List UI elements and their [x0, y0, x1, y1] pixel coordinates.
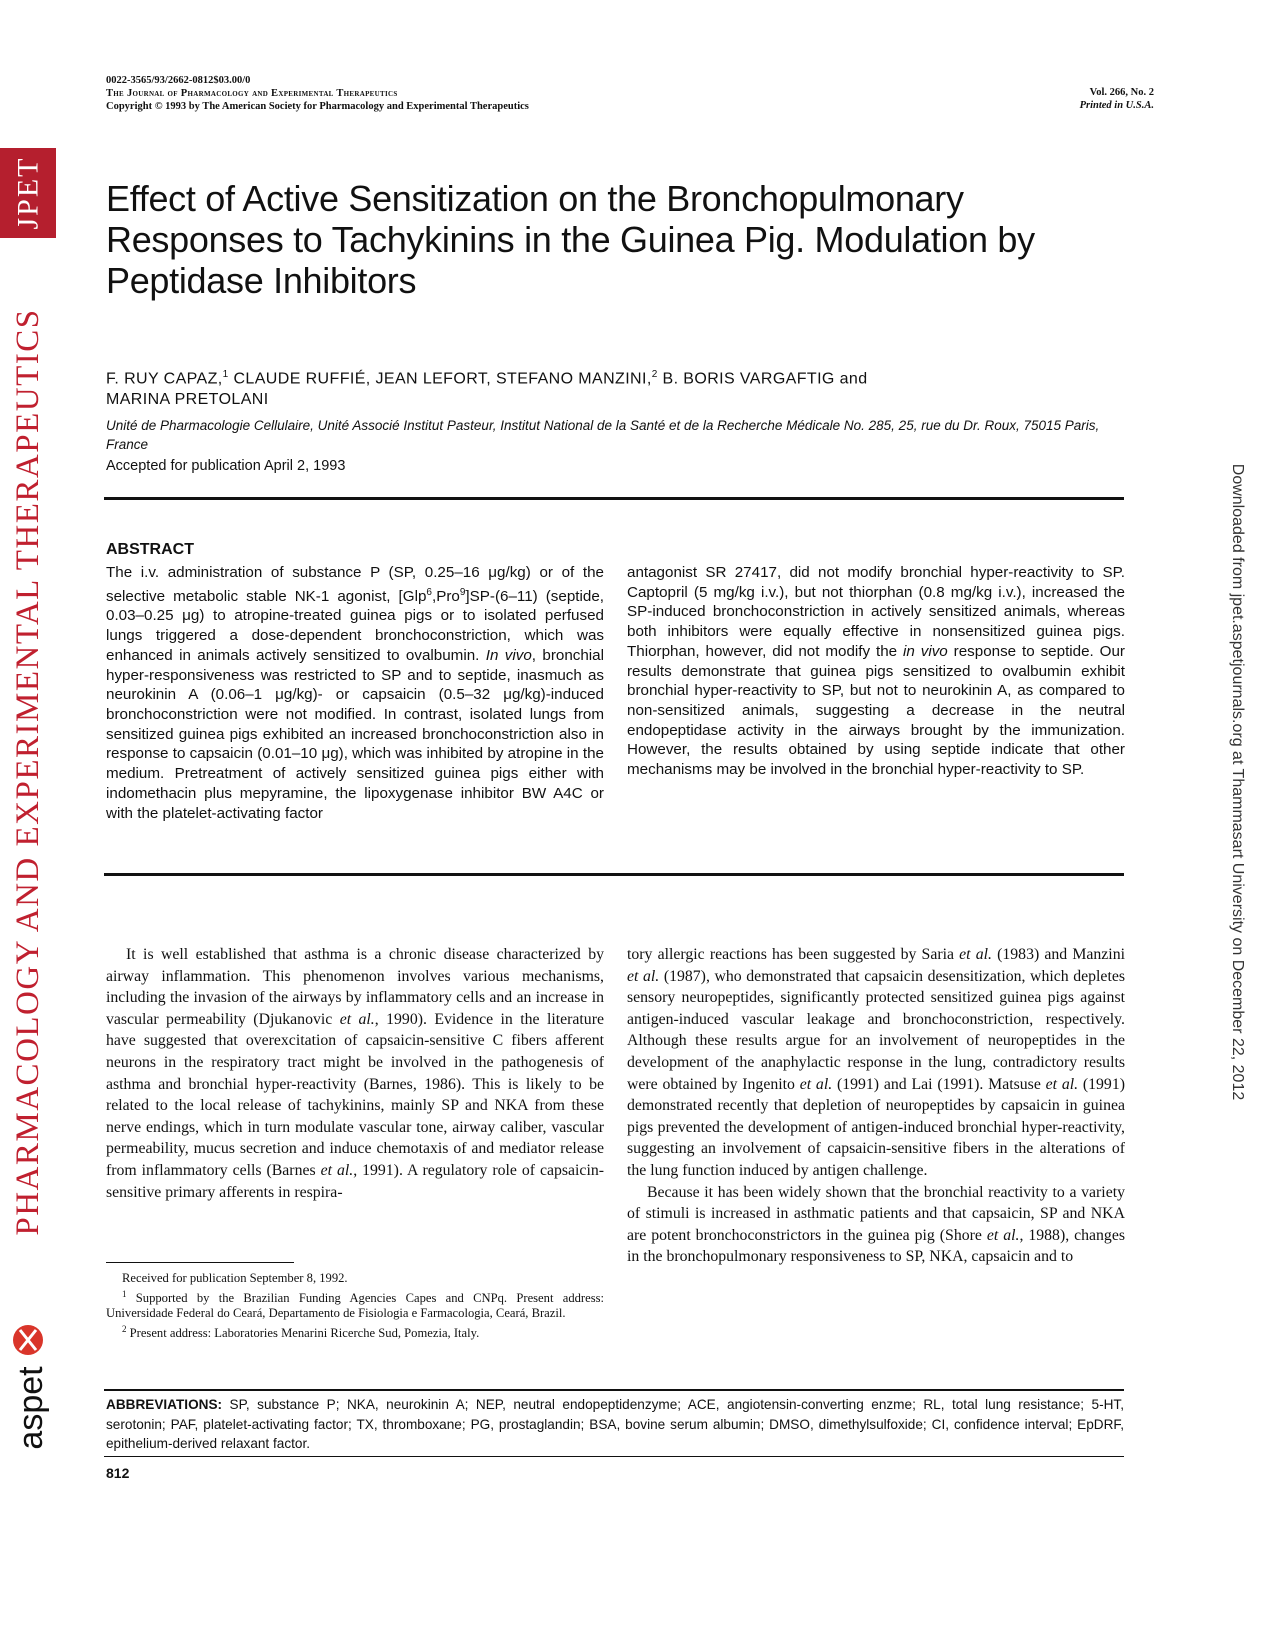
journal-name-vertical: PHARMACOLOGY AND EXPERIMENTAL THERAPEUTICS	[10, 308, 46, 1236]
author-name: MARINA PRETOLANI	[106, 391, 269, 409]
paragraph: tory allergic reactions has been suggested by Saria et al. (1983) and Manzini et al. (1987), who demonstrated that capsaicin desensitization, which depletes sensory neuropeptides, significantly protected sensitized guinea pigs against antigen-induced vascular leakage and bronchoconstriction, respectively. Although these results argue for an involvement of neuropeptides in the development of the anaphylactic response in the lung, contradictory results were obtained by Ingenito et al. (1991) and Lai (1991). Matsuse et al. (1991) demonstrated recently that depletion of neuropeptides by capsaicin in guinea pigs prevented the development of antigen-induced bronchial hyper-reactivity, suggesting an involvement of capsaicin-sensitive fibers in the alterations of the lung function induced by antigen challenge.	[627, 946, 1125, 1179]
divider	[104, 873, 1124, 876]
title-line: Responses to Tachykinins in the Guinea Pig. Modulation by	[106, 219, 1035, 260]
author-name: B. BORIS VARGAFTIG and	[657, 370, 868, 388]
download-note: Downloaded from jpet.aspetjournals.org at Thammasart University on December 22, 2012	[1229, 463, 1246, 1101]
page-number: 812	[106, 1465, 130, 1481]
aspet-logo-icon	[4, 1318, 52, 1478]
abbreviations	[106, 1395, 1124, 1454]
printed-in: Printed in U.S.A.	[1079, 100, 1154, 111]
volume-info	[1080, 86, 1154, 112]
copyright-line: Copyright © 1993 by The American Society for Pharmacology and Experimental Therapeutics	[106, 101, 529, 112]
footnote-divider	[106, 1262, 294, 1263]
author-name: F. RUY CAPAZ,	[106, 370, 223, 388]
abstract-left-column: The i.v. administration of substance P (SP, 0.25–16 μg/kg) or of the selective metabolic stable NK-1 agonist, [Glp$^6$,Pro$^9$]SP-(6–11) (septide, 0.03–0.25 μg) to atropine-treated guinea pigs or to isolated perfused lungs triggered a dose-dependent bronchoconstriction, which was enhanced in animals actively sensitized to ovalbumin. In vivo, bronchial hyper-responsiveness was restricted to SP and to septide, inasmuch as neurokinin A (0.06–1 μg/kg)- or capsaicin (0.5–32 μg/kg)-induced bronchoconstriction were not modified. In contrast, isolated lungs from sensitized guinea pigs exhibited an increased bronchoconstriction also in response to capsaicin (0.01–10 μg), which was inhibited by atropine in the medium. Pretreatment of actively sensitized guinea pigs either with indomethacin plus mepyramine, the lipoxygenase inhibitor BW A4C or with the platelet-activating factor	[106, 564, 604, 822]
aspet-logo-text: aspet	[12, 1366, 50, 1450]
abstract-right-column: antagonist SR 27417, did not modify bronchial hyper-reactivity to SP. Captopril (5 mg/kg i.v.), but not thiorphan (0.8 mg/kg i.v.), increased the SP-induced bronchoconstriction in actively sensitized animals, whereas both inhibitors were equally effective in nonsensitized guinea pigs. Thiorphan, however, did not modify the in vivo response to septide. Our results demonstrate that guinea pigs sensitized to ovalbumin exhibit bronchial hyper-reactivity to SP, but not to neurokinin A, as compared to non-sensitized animals, suggesting a decrease in the neutral endopeptidase activity in the airways brought by the immunization. However, the results obtained by using septide indicate that other mechanisms may be involved in the bronchial hyper-reactivity to SP.	[627, 564, 1125, 779]
article-code: 0022-3565/93/2662-0812$03.00/0	[106, 75, 251, 86]
divider	[104, 497, 1124, 500]
title-line: Effect of Active Sensitization on the Bronchopulmonary	[106, 178, 964, 219]
footnote-marker: 1	[222, 369, 229, 380]
abbreviations-label: ABBREVIATIONS:	[106, 1397, 223, 1412]
title-line: Peptidase Inhibitors	[106, 260, 417, 301]
volume-number: Vol. 266, No. 2	[1089, 87, 1154, 98]
footnote-1: $^1$ Supported by the Brazilian Funding Agencies Capes and CNPq. Present address: Universidade Federal do Ceará, Departamento de Fisiologia e Farmacologia, Ceará, Brazil.	[106, 1288, 604, 1321]
journal-header	[106, 74, 529, 113]
footnote-received: Received for publication September 8, 1992.	[122, 1271, 348, 1285]
accepted-date: Accepted for publication April 2, 1993	[106, 458, 346, 474]
author-name: CLAUDE RUFFIÉ, JEAN LEFORT, STEFANO MANZINI,	[228, 370, 652, 388]
footnote-marker: 2	[651, 369, 658, 380]
aspet-logo	[4, 1318, 52, 1478]
body-left-column	[106, 944, 604, 1203]
paragraph: It is well established that asthma is a chronic disease characterized by airway inflammation. This phenomenon involves various mechanisms, including the invasion of the airways by inflammatory cells and an increase in vascular permeability (Djukanovic et al., 1990). Evidence in the literature have suggested that overexcitation of capsaicin-sensitive C fibers afferent neurons in the respiratory tract might be involved in the pathogenesis of asthma and bronchial hyper-reactivity (Barnes, 1986). This is likely to be related to the local release of tachykinins, mainly SP and NKA from these nerve endings, which in turn modulate vascular tone, airway caliber, vascular permeability, mucus secretion and induce chemotaxis of and mediator release from inflammatory cells (Barnes et al., 1991). A regulatory role of capsaicin-sensitive primary afferents in respira-	[106, 946, 604, 1201]
jpet-label: JPET	[11, 156, 45, 230]
affiliation: Unité de Pharmacologie Cellulaire, Unité Associé Institut Pasteur, Institut National de la Santé et de la Recherche Médicale No. 285, 25, rue du Dr. Roux, 75015 Paris, France	[106, 418, 1100, 452]
body-right-column	[627, 944, 1125, 1268]
abstract-heading: ABSTRACT	[106, 541, 194, 558]
author-list	[106, 364, 1126, 410]
paragraph: Because it has been widely shown that the bronchial reactivity to a variety of stimuli is increased in asthmatic patients and that capsaicin, SP and NKA are potent bronchoconstrictors in the guinea pig (Shore et al., 1988), changes in the bronchopulmonary responsiveness to SP, NKA, capsaicin and to	[627, 1183, 1125, 1266]
article-title	[106, 178, 1126, 301]
divider	[104, 1456, 1124, 1457]
footnote-2: $^2$ Present address: Laboratories Menarini Ricerche Sud, Pomezia, Italy.	[122, 1323, 480, 1341]
footnotes	[106, 1271, 604, 1342]
journal-title: The Journal of Pharmacology and Experimental Therapeutics	[106, 88, 398, 99]
abbreviations-text: SP, substance P; NKA, neurokinin A; NEP, neutral endopeptidenzyme; ACE, angiotensin-converting enzme; RL, total lung resistance; 5-HT, serotonin; PAF, platelet-activating factor; TX, thromboxane; PG, prostaglandin; BSA, bovine serum albumin; DMSO, dimethylsulfoxide; CI, confidence interval; EpDRF, epithelium-derived relaxant factor.	[106, 1397, 1124, 1451]
divider	[104, 1389, 1124, 1391]
